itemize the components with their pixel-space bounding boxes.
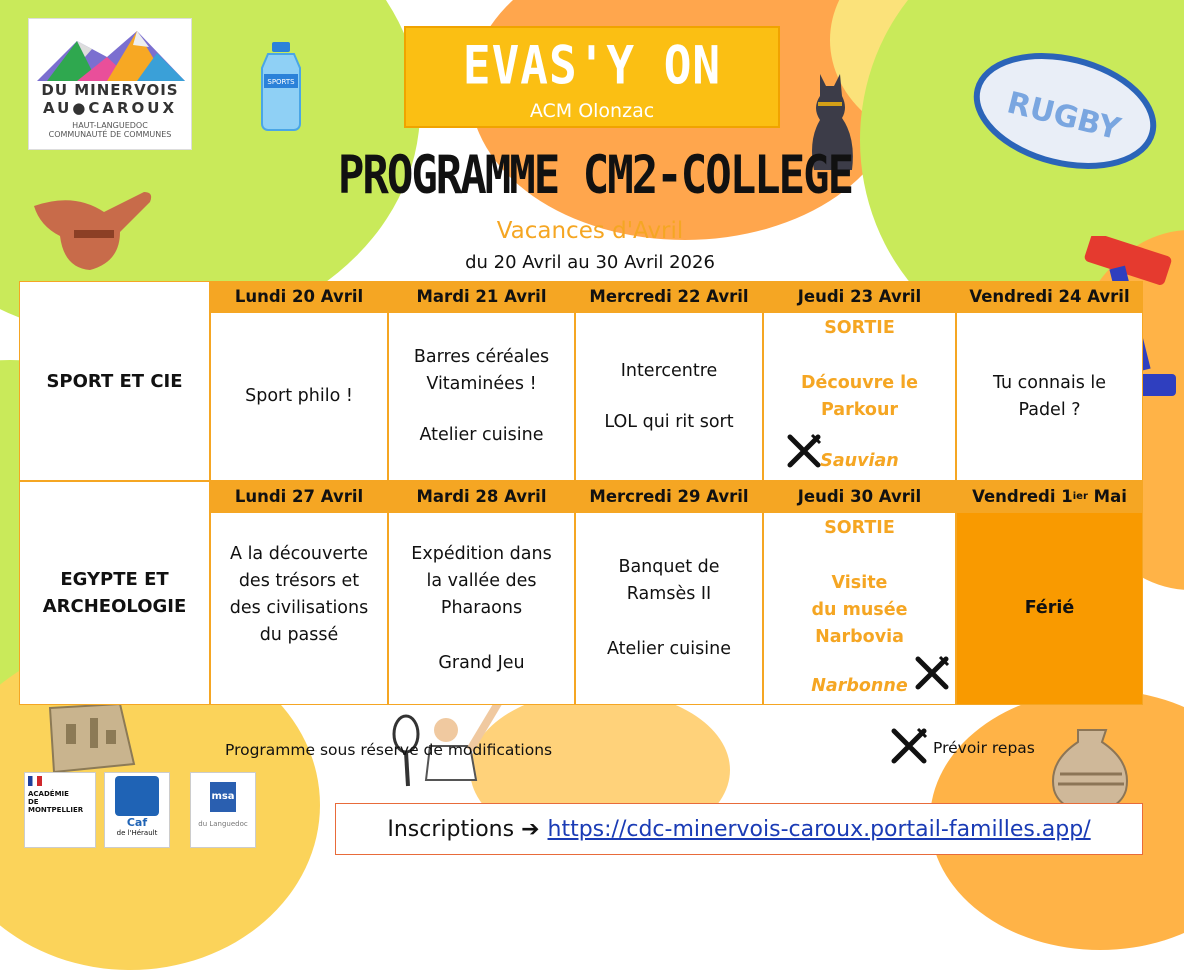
activity-text: A la découverte <box>230 544 368 564</box>
day-header-sup: ier <box>1072 491 1088 502</box>
schedule-table <box>19 281 1143 705</box>
activity-text: Tu connais le <box>992 372 1107 393</box>
outing-location: Narbonne <box>811 676 908 696</box>
egyptian-vase-icon <box>1048 726 1132 814</box>
day-header: Lundi 20 Avril <box>210 281 388 312</box>
day-header: Mardi 21 Avril <box>388 281 575 312</box>
activity-text: Expédition dans <box>411 544 552 564</box>
inscription-link[interactable]: https://cdc-minervois-caroux.portail-familles.app/ <box>547 816 1091 842</box>
activity-cell <box>388 512 575 705</box>
day-header-text: Vendredi 1 <box>972 487 1073 506</box>
inscription-box <box>335 803 1143 855</box>
main-title: EVAS'Y ON <box>462 33 722 97</box>
activity-cell <box>210 512 388 705</box>
stone-tablet-icon <box>46 700 136 776</box>
day-header: Jeudi 30 Avril <box>763 481 956 512</box>
theme-label: SPORT ET CIE <box>46 368 182 395</box>
outing-location: Sauvian <box>820 451 899 471</box>
activity-text: Atelier cuisine <box>419 425 544 445</box>
caf-sub: de l'Hérault <box>116 829 158 837</box>
bottle-label: SPORTS <box>267 78 295 86</box>
activity-text: Ramsès II <box>626 584 712 604</box>
rugby-ball-label: RUGBY <box>1003 85 1124 148</box>
academie-logo <box>24 772 96 848</box>
activity-text: la vallée des <box>426 571 537 591</box>
center-name: ACM Olonzac <box>529 100 655 122</box>
vacation-label: Vacances d'Avril <box>496 218 684 244</box>
activity-text: du passé <box>259 625 339 645</box>
caf-logo <box>104 772 170 848</box>
activity-cell <box>388 312 575 481</box>
activity-text: Parkour <box>820 400 899 420</box>
msa-emblem: msa <box>210 782 236 812</box>
logo-line-2: AU●CAROUX <box>42 99 178 117</box>
day-header: Lundi 27 Avril <box>210 481 388 512</box>
day-header: Mardi 28 Avril <box>388 481 575 512</box>
logo-line-4: COMMUNAUTÉ DE COMMUNES <box>48 130 172 139</box>
program-title: PROGRAMME CM2-COLLEGE <box>337 144 853 207</box>
greek-pitcher-icon <box>30 186 160 276</box>
theme-cell-week2 <box>19 481 210 705</box>
caf-emblem-icon <box>115 776 159 816</box>
activity-text: Atelier cuisine <box>607 639 731 659</box>
water-bottle-icon <box>256 40 306 132</box>
holiday-text: Férié <box>1024 598 1075 618</box>
activity-text: Pharaons <box>440 598 523 618</box>
fork-knife-icon <box>786 433 822 469</box>
academie-line-1: ACADÉMIE <box>28 790 69 798</box>
academie-line-2: DE MONTPELLIER <box>28 798 84 814</box>
rugby-ball-icon <box>970 46 1160 176</box>
community-logo <box>28 18 192 150</box>
inscription-label: Inscriptions ➔ <box>387 816 540 842</box>
activity-text: Grand Jeu <box>438 653 525 673</box>
activity-text: Banquet de <box>618 557 720 577</box>
activity-text: du musée <box>811 600 908 620</box>
theme-label: EGYPTE ET <box>60 566 168 593</box>
activity-text: des trésors et <box>238 571 360 591</box>
disclaimer-note: Programme sous réserve de modifications <box>225 741 553 759</box>
activity-cell-outing <box>763 312 956 481</box>
mountain-logo-icon <box>37 27 185 81</box>
activity-text: Intercentre <box>620 360 718 381</box>
theme-cell-week1 <box>19 281 210 481</box>
theme-label: ARCHEOLOGIE <box>43 593 187 620</box>
activity-text: Découvre le <box>800 373 919 393</box>
fork-knife-icon <box>890 727 928 765</box>
day-header: Vendredi 24 Avril <box>956 281 1143 312</box>
activity-text: Sport philo ! <box>245 386 353 406</box>
activity-cell <box>575 312 763 481</box>
caf-name: Caf <box>126 816 148 829</box>
day-header: Jeudi 23 Avril <box>763 281 956 312</box>
holiday-cell <box>956 512 1143 705</box>
day-header: Mercredi 29 Avril <box>575 481 763 512</box>
msa-sub: du Languedoc <box>198 820 248 828</box>
activity-text: LOL qui rit sort <box>604 411 734 432</box>
french-flag-icon <box>28 776 42 786</box>
day-header-holiday <box>956 481 1143 512</box>
activity-cell <box>575 512 763 705</box>
msa-logo <box>190 772 256 848</box>
outing-tag: SORTIE <box>824 318 895 338</box>
fork-knife-icon <box>914 655 950 691</box>
activity-text: Narbovia <box>815 627 904 647</box>
title-box <box>404 26 780 128</box>
activity-text: Padel ? <box>1018 399 1081 420</box>
activity-text: Vitaminées ! <box>426 374 537 394</box>
activity-cell-outing <box>763 512 956 705</box>
activity-cell <box>210 312 388 481</box>
activity-cell <box>956 312 1143 481</box>
activity-text: des civilisations <box>229 598 369 618</box>
logo-line-1: DU MINERVOIS <box>41 81 179 99</box>
meal-legend: Prévoir repas <box>933 739 1035 757</box>
day-header-text: Mai <box>1087 487 1127 506</box>
logo-line-3: HAUT-LANGUEDOC <box>72 121 148 130</box>
day-header: Mercredi 22 Avril <box>575 281 763 312</box>
outing-tag: SORTIE <box>824 518 895 538</box>
activity-text: Barres céréales <box>413 347 550 367</box>
date-range: du 20 Avril au 30 Avril 2026 <box>465 252 715 273</box>
activity-text: Visite <box>831 573 888 593</box>
